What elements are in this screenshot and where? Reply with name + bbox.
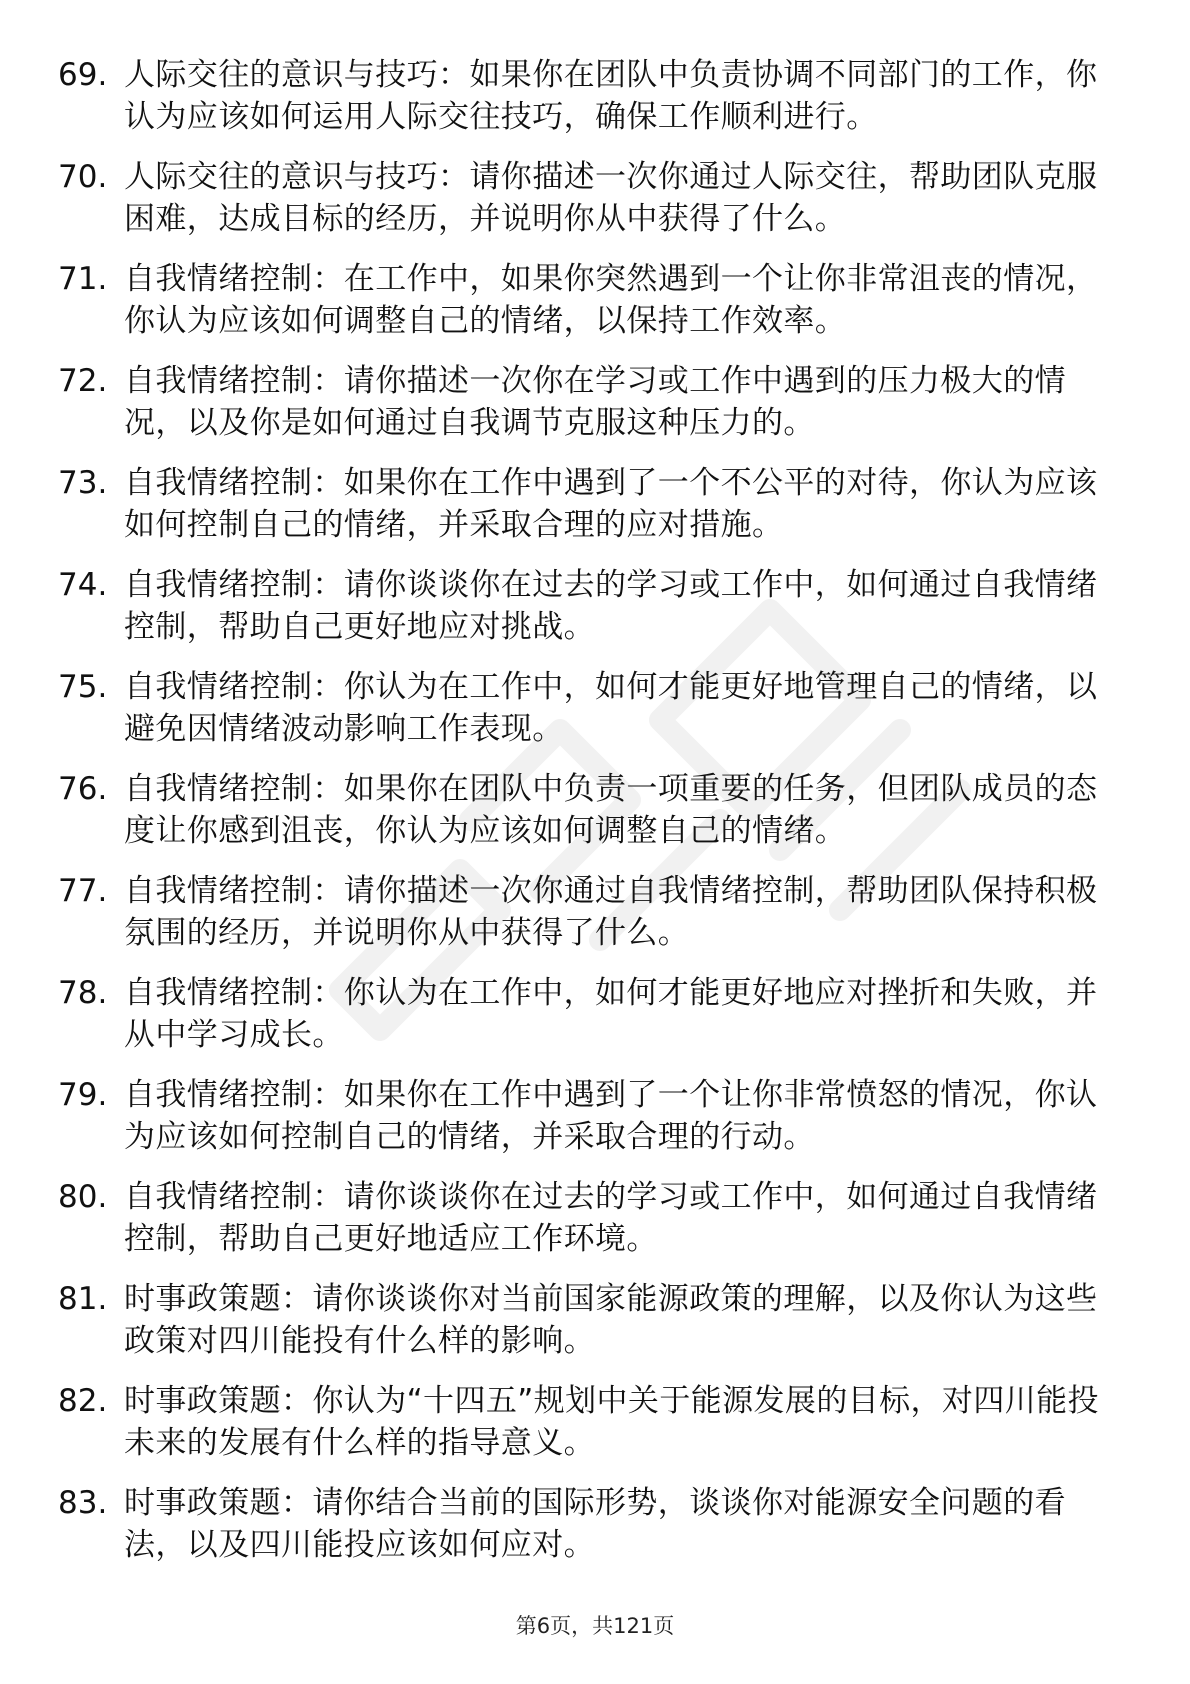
question-item-77 xyxy=(58,870,1118,972)
question-text: 自我情绪控制：如果你在工作中遇到了一个不公平的对待，你认为应该如何控制自己的情绪，并采取合理的应对措施。 xyxy=(124,465,1098,543)
question-list xyxy=(58,54,1118,1584)
question-item-74 xyxy=(58,564,1118,666)
question-item-79 xyxy=(58,1074,1118,1176)
question-text: 自我情绪控制：在工作中，如果你突然遇到一个让你非常沮丧的情况，你认为应该如何调整自己的情绪，以保持工作效率。 xyxy=(124,261,1098,339)
question-item-71 xyxy=(58,258,1118,360)
question-text: 自我情绪控制：请你谈谈你在过去的学习或工作中，如何通过自我情绪控制，帮助自己更好地适应工作环境。 xyxy=(124,1179,1098,1257)
question-number: 71. xyxy=(58,261,108,297)
question-number: 83. xyxy=(58,1485,108,1521)
question-text: 自我情绪控制：你认为在工作中，如何才能更好地应对挫折和失败，并从中学习成长。 xyxy=(124,975,1098,1053)
question-item-80 xyxy=(58,1176,1118,1278)
question-number: 79. xyxy=(58,1077,108,1113)
question-text: 时事政策题：请你结合当前的国际形势，谈谈你对能源安全问题的看法，以及四川能投应该如何应对。 xyxy=(124,1485,1066,1563)
question-item-73 xyxy=(58,462,1118,564)
question-number: 73. xyxy=(58,465,108,501)
question-item-76 xyxy=(58,768,1118,870)
question-number: 70. xyxy=(58,159,108,195)
question-number: 75. xyxy=(58,669,108,705)
question-number: 72. xyxy=(58,363,108,399)
question-text: 自我情绪控制：如果你在工作中遇到了一个让你非常愤怒的情况，你认为应该如何控制自己的情绪，并采取合理的行动。 xyxy=(124,1077,1098,1155)
question-number: 74. xyxy=(58,567,108,603)
question-item-70 xyxy=(58,156,1118,258)
question-number: 82. xyxy=(58,1383,108,1419)
question-text: 人际交往的意识与技巧：请你描述一次你通过人际交往，帮助团队克服困难，达成目标的经历，并说明你从中获得了什么。 xyxy=(124,159,1098,237)
question-text: 自我情绪控制：你认为在工作中，如何才能更好地管理自己的情绪，以避免因情绪波动影响工作表现。 xyxy=(124,669,1098,747)
question-item-81 xyxy=(58,1278,1118,1380)
question-number: 77. xyxy=(58,873,108,909)
question-number: 80. xyxy=(58,1179,108,1215)
question-text: 自我情绪控制：如果你在团队中负责一项重要的任务，但团队成员的态度让你感到沮丧，你认为应该如何调整自己的情绪。 xyxy=(124,771,1098,849)
question-text: 自我情绪控制：请你谈谈你在过去的学习或工作中，如何通过自我情绪控制，帮助自己更好地应对挑战。 xyxy=(124,567,1098,645)
question-text: 时事政策题：你认为“十四五”规划中关于能源发展的目标，对四川能投未来的发展有什么样的指导意义。 xyxy=(124,1383,1099,1461)
question-item-83 xyxy=(58,1482,1118,1584)
question-number: 69. xyxy=(58,57,108,93)
question-text: 人际交往的意识与技巧：如果你在团队中负责协调不同部门的工作，你认为应该如何运用人际交往技巧，确保工作顺利进行。 xyxy=(124,57,1098,135)
question-text: 时事政策题：请你谈谈你对当前国家能源政策的理解，以及你认为这些政策对四川能投有什么样的影响。 xyxy=(124,1281,1098,1359)
question-item-82 xyxy=(58,1380,1118,1482)
question-item-75 xyxy=(58,666,1118,768)
page-number-footer: 第6页，共121页 xyxy=(515,1614,675,1638)
question-number: 76. xyxy=(58,771,108,807)
question-text: 自我情绪控制：请你描述一次你在学习或工作中遇到的压力极大的情况，以及你是如何通过自我调节克服这种压力的。 xyxy=(124,363,1066,441)
question-item-72 xyxy=(58,360,1118,462)
question-item-78 xyxy=(58,972,1118,1074)
question-item-69 xyxy=(58,54,1118,156)
question-number: 78. xyxy=(58,975,108,1011)
question-text: 自我情绪控制：请你描述一次你通过自我情绪控制，帮助团队保持积极氛围的经历，并说明你从中获得了什么。 xyxy=(124,873,1098,951)
question-number: 81. xyxy=(58,1281,108,1317)
